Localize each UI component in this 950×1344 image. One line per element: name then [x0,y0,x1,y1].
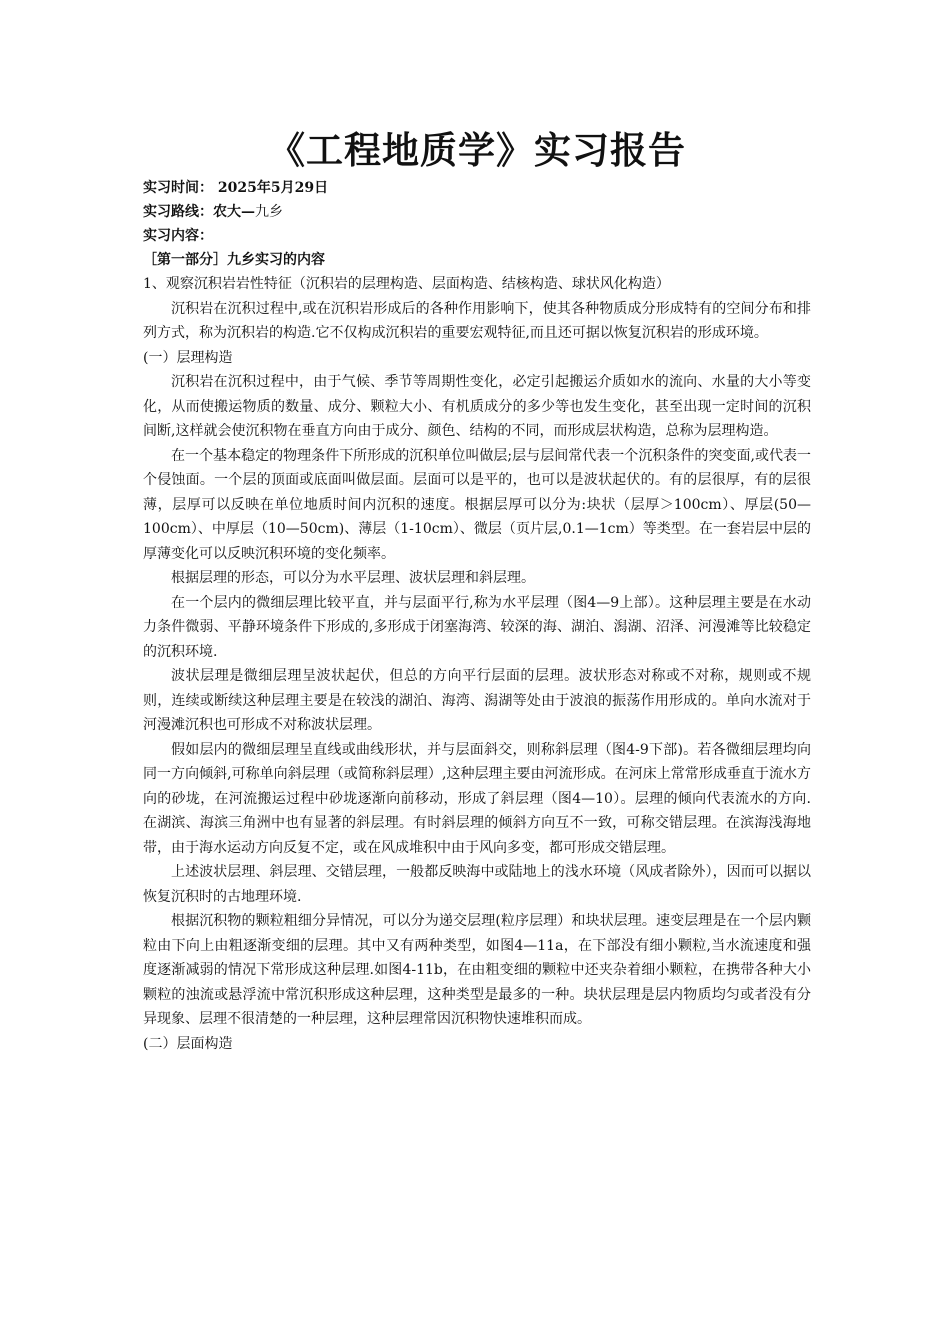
body-paragraph: 根据层理的形态，可以分为水平层理、波状层理和斜层理。 [171,570,535,586]
practice-route [143,200,811,224]
document-title: 《工程地质学》实习报告 [268,128,686,172]
practice-route-label: 实习路线： [143,204,213,220]
practice-time [143,176,811,200]
document-page [143,124,811,1056]
subheading-bedding: (一）层理构造 [143,349,233,366]
section-heading: ［第一部分］九乡实习的内容 [143,252,325,268]
practice-time-value: 2025年5月29日 [217,180,329,196]
intro-paragraph: 沉积岩在沉积过程中,或在沉积岩形成后的各种作用影响下，使其各种物质成分形成特有的空间分布和排列方式，称为沉积岩的构造.它不仅构成沉积岩的重要宏观特征,而且还可据以恢复沉积岩的形成环境。 [143,300,811,341]
item-heading: 1、观察沉积岩岩性特征（沉积岩的层理构造、层面构造、结核构造、球状风化构造） [143,276,670,292]
body-paragraph: 上述波状层理、斜层理、交错层理，一般都反映海中或陆地上的浅水环境（风成者除外），因而可以据以恢复沉积时的古地理环境. [143,864,811,905]
body-paragraph: 沉积岩在沉积过程中，由于气候、季节等周期性变化，必定引起搬运介质如水的流向、水量的大小等变化，从而使搬运物质的数量、成分、颗粒大小、有机质成分的多少等也发生变化，甚至出现一定时间的沉积间断,这样就会使沉积物在垂直方向由于成分、颜色、结构的不同，而形成层状构造，总称为层理构造。 [143,374,811,439]
body-paragraph: 在一个基本稳定的物理条件下所形成的沉积单位叫做层;层与层间常代表一个沉积条件的突变面,或代表一个侵蚀面。一个层的顶面或底面叫做层面。层面可以是平的，也可以是波状起伏的。有的层很厚，有的层很薄，层厚可以反映在单位地质时间内沉积的速度。根据层厚可以分为:块状（层厚＞100cm）、厚层(50—100cm）、中厚层（10—50cm)、薄层（1-10cm）、微层（页片层,0.1—1cm）等类型。在一套岩层中层的厚薄变化可以反映沉积环境的变化频率。 [143,447,811,562]
practice-route-end: 九乡 [255,204,283,220]
practice-route-start: 农大— [213,204,255,220]
practice-time-label: 实习时间： [143,180,213,196]
subheading-bedding-surface: (二）层面构造 [143,1035,233,1052]
practice-content-label: 实习内容： [143,228,213,244]
body-paragraph: 假如层内的微细层理呈直线或曲线形状，并与层面斜交，则称斜层理（图4-9下部)。若各微细层理均向同一方向倾斜,可称单向斜层理（或简称斜层理）,这种层理主要由河流形成。在河床上常常形成垂直于流水方向的砂垅，在河流搬运过程中砂垅逐渐向前移动，形成了斜层理（图4—10）。层理的倾向代表流水的方向.在湖滨、海滨三角洲中也有显著的斜层理。有时斜层理的倾斜方向互不一致，可称交错层理。在滨海浅海地带，由于海水运动方向反复不定，或在风成堆积中由于风向多变，都可形成交错层理。 [143,741,811,856]
body-paragraph: 在一个层内的微细层理比较平直，并与层面平行,称为水平层理（图4—9上部）。这种层理主要是在水动力条件微弱、平静环境条件下形成的,多形成于闭塞海湾、较深的海、湖泊、潟湖、沼泽、河漫滩等比较稳定的沉积环境. [143,594,811,660]
body-paragraph: 波状层理是微细层理呈波状起伏，但总的方向平行层面的层理。波状形态对称或不对称，规则或不规则，连续或断续这种层理主要是在较浅的湖泊、海湾、潟湖等处由于波浪的振荡作用形成的。单向水流对于河漫滩沉积也可形成不对称波状层理。 [143,668,811,733]
body-paragraph: 根据沉积物的颗粒粗细分异情况，可以分为递交层理(粒序层理）和块状层理。速变层理是在一个层内颗粒由下向上由粗逐渐变细的层理。其中又有两种类型，如图4—11a，在下部没有细小颗粒,当水流速度和强度逐渐减弱的情况下常形成这种层理.如图4-11b，在由粗变细的颗粒中还夹杂着细小颗粒，在携带各种大小颗粒的浊流或悬浮流中常沉积形成这种层理，这种类型是最多的一种。块状层理是层内物质均匀或者没有分异现象、层理不很清楚的一种层理，这种层理常因沉积物快速堆积而成。 [143,913,811,1027]
